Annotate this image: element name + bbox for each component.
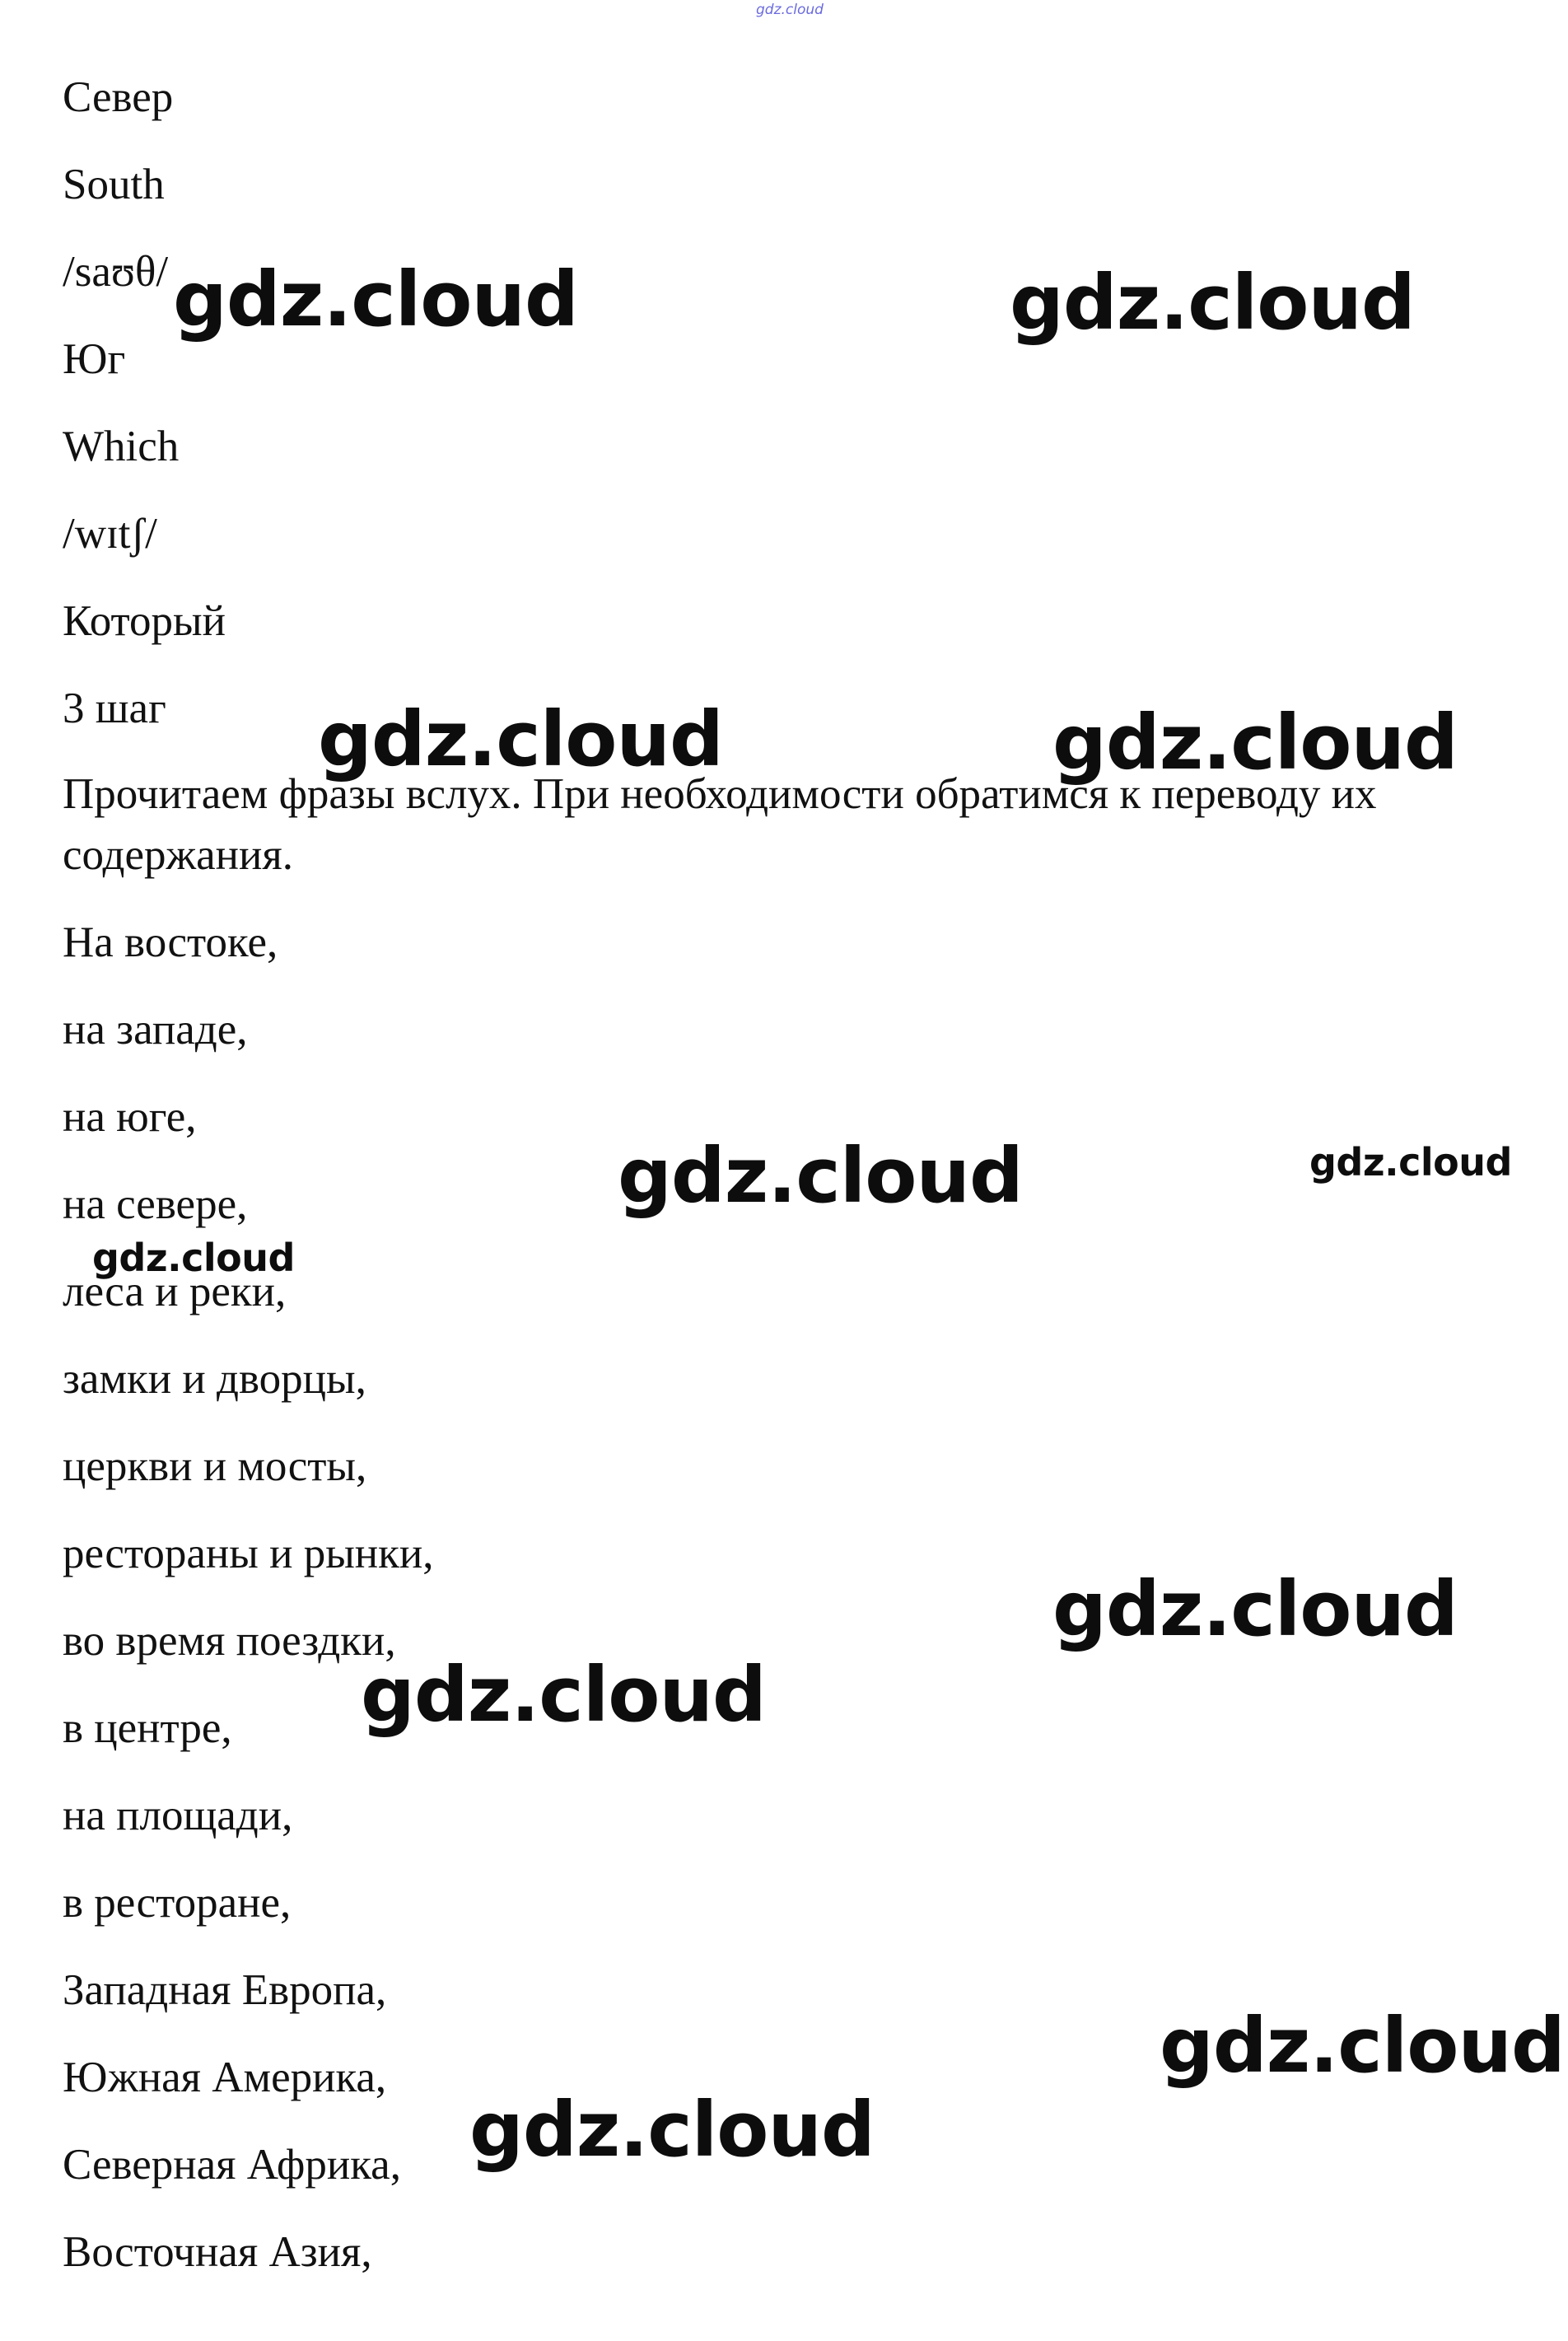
text-line: Юг	[63, 335, 126, 383]
phrase-line: на западе,	[63, 1006, 248, 1054]
text-line: South	[63, 161, 165, 208]
watermark: gdz.cloud	[361, 1651, 766, 1739]
watermark: gdz.cloud	[1010, 259, 1415, 347]
watermark: gdz.cloud	[92, 1236, 295, 1280]
text-line: Which	[63, 423, 180, 470]
phrase-line: на площади,	[63, 1792, 293, 1839]
phrase-line: церкви и мосты,	[63, 1442, 367, 1490]
watermark: gdz.cloud	[173, 255, 578, 343]
phrase-line: Южная Америка,	[63, 2054, 387, 2101]
watermark: gdz.cloud	[1309, 1140, 1512, 1185]
phrase-line: в центре,	[63, 1704, 232, 1752]
step-heading: 3 шаг	[63, 685, 166, 732]
text-line: Который	[63, 597, 226, 645]
phrase-line: Северная Африка,	[63, 2141, 401, 2189]
header-watermark: gdz.cloud	[756, 2, 824, 18]
phrase-line: На востоке,	[63, 918, 278, 966]
phrase-line: Восточная Азия,	[63, 2228, 372, 2276]
phrase-line: замки и дворцы,	[63, 1355, 366, 1403]
phrase-line: Западная Европа,	[63, 1966, 387, 2014]
phrase-line: в ресторане,	[63, 1879, 292, 1927]
phrase-line: на юге,	[63, 1093, 197, 1141]
transcription-line: /saʊθ/	[63, 248, 169, 296]
watermark: gdz.cloud	[1160, 2002, 1565, 2090]
phrase-line: рестораны и рынки,	[63, 1530, 434, 1577]
watermark: gdz.cloud	[318, 695, 723, 783]
transcription-line: /wɪtʃ/	[63, 510, 157, 558]
phrase-line: на севере,	[63, 1180, 248, 1228]
text-line: Север	[63, 73, 174, 121]
watermark: gdz.cloud	[618, 1132, 1023, 1220]
watermark: gdz.cloud	[1052, 1565, 1458, 1653]
phrase-line: во время поездки,	[63, 1617, 396, 1665]
watermark: gdz.cloud	[469, 2086, 875, 2174]
watermark: gdz.cloud	[1052, 699, 1458, 787]
phrase-line: леса и реки,	[63, 1268, 287, 1315]
instruction-paragraph: Прочитаем фразы вслух. При необходимости обратимся к переводу их содержания.	[63, 770, 1377, 879]
